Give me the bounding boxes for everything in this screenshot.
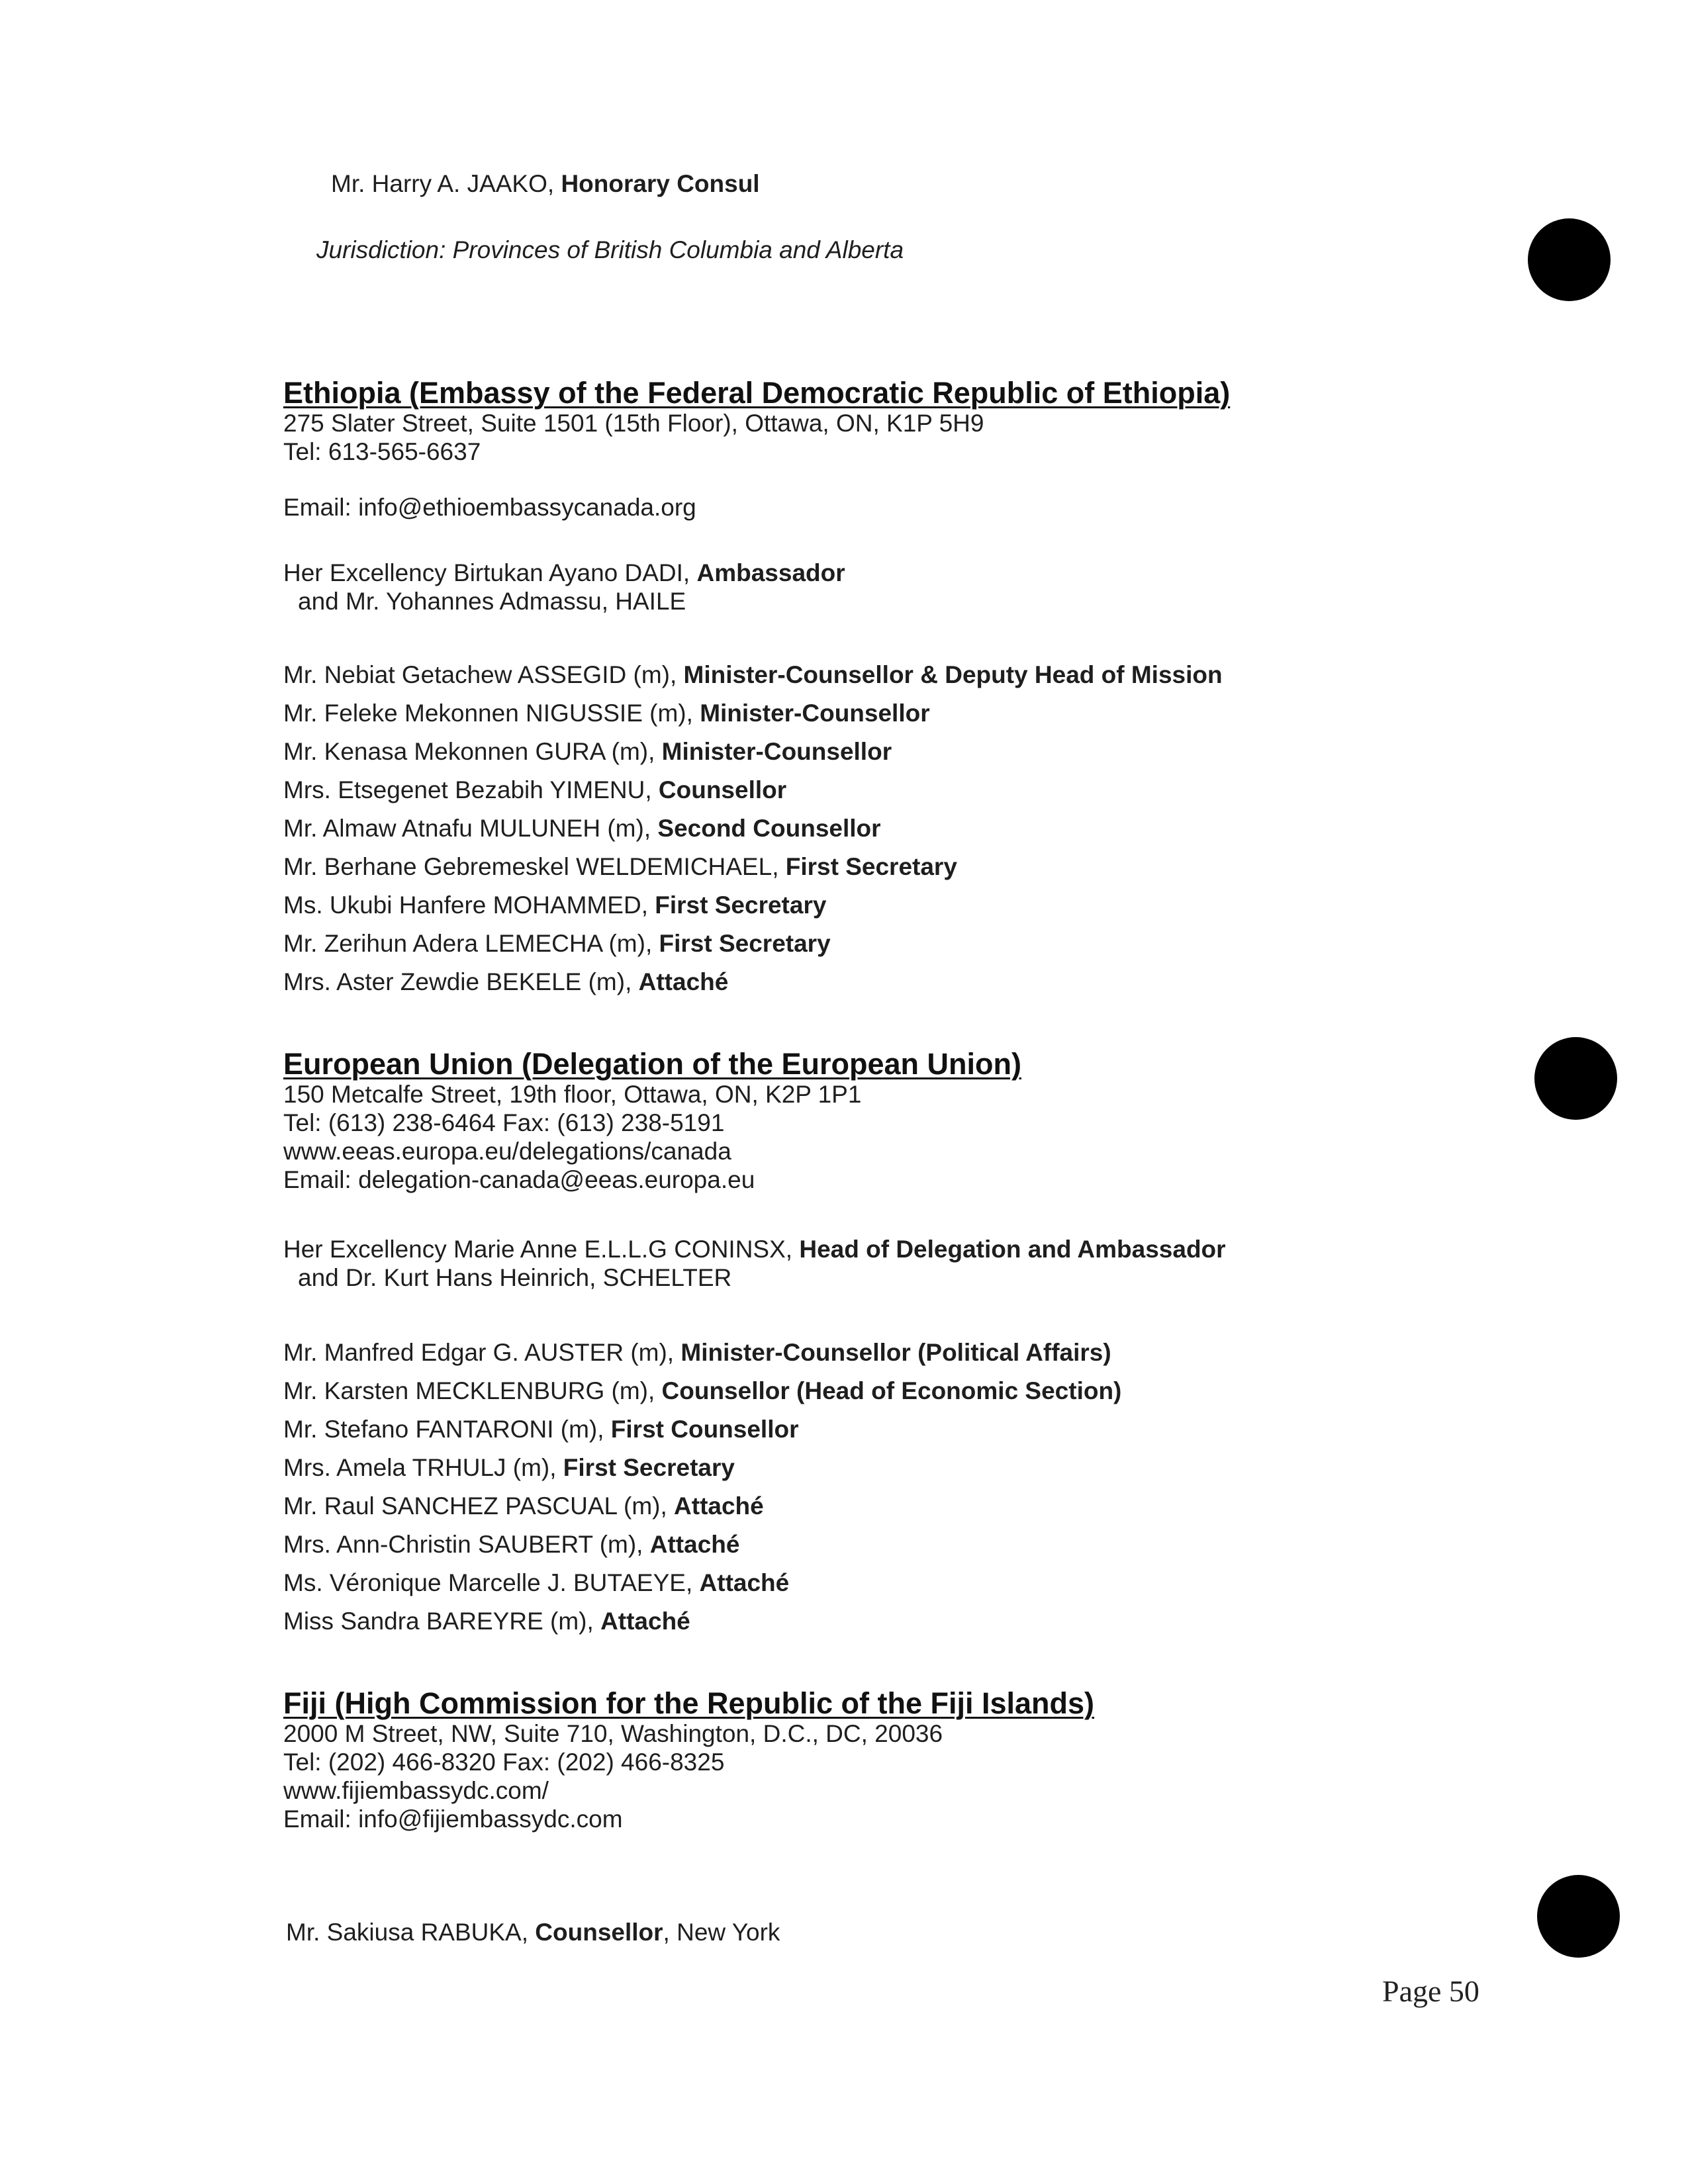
staff-entry xyxy=(283,1530,739,1559)
ethiopia-head-of-mission xyxy=(283,559,845,588)
staff-name: Mr. Nebiat Getachew ASSEGID (m), xyxy=(283,661,684,688)
staff-entry xyxy=(283,814,881,843)
staff-location: , New York xyxy=(663,1919,780,1946)
staff-role: Minister-Counsellor xyxy=(700,700,930,727)
consul-entry xyxy=(331,169,760,199)
staff-name: Mrs. Etsegenet Bezabih YIMENU, xyxy=(283,776,659,803)
staff-role: Attaché xyxy=(699,1569,790,1596)
staff-entry xyxy=(283,1338,1111,1367)
eu-tel: Tel: (613) 238-6464 Fax: (613) 238-5191 xyxy=(283,1109,725,1136)
staff-role: Minister-Counsellor (Political Affairs) xyxy=(680,1339,1111,1366)
staff-role: Attaché xyxy=(638,968,729,995)
staff-entry xyxy=(283,1569,789,1598)
binder-hole xyxy=(1537,1875,1620,1958)
consul-name: Mr. Harry A. JAAKO, xyxy=(331,170,561,197)
staff-entry xyxy=(283,1377,1121,1406)
staff-role: First Secretary xyxy=(785,853,957,880)
staff-name: Mr. Almaw Atnafu MULUNEH (m), xyxy=(283,815,658,842)
staff-entry xyxy=(283,1607,690,1636)
ethiopia-spouse: and Mr. Yohannes Admassu, HAILE xyxy=(298,588,686,615)
staff-name: Mr. Kenasa Mekonnen GURA (m), xyxy=(283,738,662,765)
staff-name: Mr. Berhane Gebremeskel WELDEMICHAEL, xyxy=(283,853,786,880)
staff-name: Ms. Véronique Marcelle J. BUTAEYE, xyxy=(283,1569,700,1596)
ethiopia-email: Email: info@ethioembassycanada.org xyxy=(283,494,696,521)
consul-role: Honorary Consul xyxy=(561,170,760,197)
staff-role: Counsellor xyxy=(535,1919,663,1946)
eu-heading: European Union (Delegation of the European Union) xyxy=(283,1047,1021,1081)
consul-jurisdiction: Jurisdiction: Provinces of British Columbia and Alberta xyxy=(316,236,904,263)
head-role: Ambassador xyxy=(696,559,845,586)
fiji-tel: Tel: (202) 466-8320 Fax: (202) 466-8325 xyxy=(283,1749,725,1776)
staff-role: First Secretary xyxy=(655,891,827,919)
staff-name: Mr. Stefano FANTARONI (m), xyxy=(283,1416,611,1443)
head-name: Her Excellency Birtukan Ayano DADI, xyxy=(283,559,697,586)
head-name: Her Excellency Marie Anne E.L.L.G CONINSX, xyxy=(283,1236,800,1263)
eu-spouse: and Dr. Kurt Hans Heinrich, SCHELTER xyxy=(298,1264,732,1291)
staff-name: Mr. Karsten MECKLENBURG (m), xyxy=(283,1377,662,1404)
staff-entry xyxy=(283,776,786,805)
staff-role: Minister-Counsellor & Deputy Head of Mission xyxy=(683,661,1223,688)
staff-name: Mrs. Aster Zewdie BEKELE (m), xyxy=(283,968,639,995)
staff-role: Counsellor xyxy=(658,776,787,803)
staff-role: First Secretary xyxy=(659,930,831,957)
staff-name: Mr. Raul SANCHEZ PASCUAL (m), xyxy=(283,1492,675,1520)
eu-address: 150 Metcalfe Street, 19th floor, Ottawa, ON, K2P 1P1 xyxy=(283,1081,862,1108)
staff-name: Ms. Ukubi Hanfere MOHAMMED, xyxy=(283,891,655,919)
binder-hole xyxy=(1534,1037,1617,1120)
binder-hole xyxy=(1528,218,1611,301)
staff-entry xyxy=(283,891,826,920)
fiji-address: 2000 M Street, NW, Suite 710, Washington, D.C., DC, 20036 xyxy=(283,1720,943,1747)
staff-role: Attaché xyxy=(674,1492,764,1520)
fiji-website: www.fijiembassydc.com/ xyxy=(283,1777,549,1804)
staff-role: Minister-Counsellor xyxy=(661,738,892,765)
page-number: Page 50 xyxy=(1382,1974,1479,2008)
staff-entry xyxy=(283,699,930,728)
staff-entry xyxy=(283,1453,735,1482)
staff-role: Second Counsellor xyxy=(657,815,881,842)
staff-entry xyxy=(283,737,892,766)
head-role: Head of Delegation and Ambassador xyxy=(799,1236,1226,1263)
staff-name: Mr. Manfred Edgar G. AUSTER (m), xyxy=(283,1339,681,1366)
staff-name: Mrs. Amela TRHULJ (m), xyxy=(283,1454,563,1481)
staff-role: Attaché xyxy=(600,1608,690,1635)
staff-name: Mr. Zerihun Adera LEMECHA (m), xyxy=(283,930,659,957)
ethiopia-heading: Ethiopia (Embassy of the Federal Democratic Republic of Ethiopia) xyxy=(283,376,1231,410)
staff-entry xyxy=(283,1415,799,1444)
staff-entry xyxy=(283,968,728,997)
staff-entry xyxy=(286,1918,780,1947)
eu-email: Email: delegation-canada@eeas.europa.eu xyxy=(283,1166,755,1193)
staff-name: Mr. Sakiusa RABUKA, xyxy=(286,1919,536,1946)
eu-website: www.eeas.europa.eu/delegations/canada xyxy=(283,1138,731,1165)
staff-role: Counsellor (Head of Economic Section) xyxy=(661,1377,1122,1404)
staff-name: Miss Sandra BAREYRE (m), xyxy=(283,1608,601,1635)
eu-head-of-mission xyxy=(283,1235,1226,1264)
fiji-email: Email: info@fijiembassydc.com xyxy=(283,1805,623,1833)
staff-name: Mr. Feleke Mekonnen NIGUSSIE (m), xyxy=(283,700,700,727)
fiji-heading: Fiji (High Commission for the Republic of the Fiji Islands) xyxy=(283,1686,1095,1720)
staff-name: Mrs. Ann-Christin SAUBERT (m), xyxy=(283,1531,650,1558)
staff-entry xyxy=(283,1492,764,1521)
staff-role: First Secretary xyxy=(563,1454,735,1481)
ethiopia-tel: Tel: 613-565-6637 xyxy=(283,438,481,465)
ethiopia-address: 275 Slater Street, Suite 1501 (15th Floor), Ottawa, ON, K1P 5H9 xyxy=(283,410,984,437)
staff-entry xyxy=(283,929,831,958)
staff-entry xyxy=(283,660,1223,690)
staff-role: First Counsellor xyxy=(610,1416,799,1443)
staff-entry xyxy=(283,852,957,882)
staff-role: Attaché xyxy=(649,1531,740,1558)
